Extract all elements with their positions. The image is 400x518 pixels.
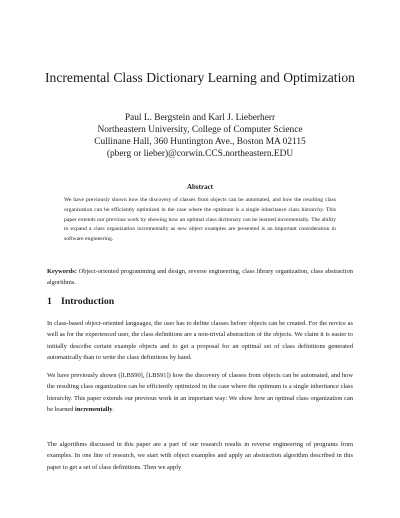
- keywords-text: Object-oriented programming and design, reverse engineering, class library organization, class abstraction algorithms.: [47, 268, 353, 286]
- intro-paragraph-1: In class-based object-oriented languages, the user has to define classes before objects can be created. For the novice as well as for the experienced user, the class definitions are a non-trivial abstraction of the objects. We claim it is easier to initially describe certain example objects and to get a proposal for an optimal set of class definitions generated automatically than to write the class definitions by hand.: [47, 320, 353, 362]
- intro-paragraph-2-end: .: [112, 406, 115, 414]
- section-title: Introduction: [61, 296, 115, 307]
- intro-paragraph-2-emphasis: incrementally: [75, 406, 113, 414]
- intro-paragraph-2: [47, 370, 353, 416]
- abstract-text: We have previously shown how the discovery of classes from objects can be automated, and how the resulting class organization can be efficiently optimized in the case where the optimum is a single inheritance class hierarchy. This paper extends our previous work by showing how an optimal class dictionary can be learned incrementally. The ability to expand a class organization incrementally as new object examples are presented is an important consideration in software engineering.: [64, 197, 336, 243]
- author-address: Cullinane Hall, 360 Huntington Ave., Boston MA 02115: [94, 137, 306, 147]
- author-email: (pberg or lieber)@corwin.CCS.northeastern.EDU: [106, 149, 294, 159]
- paper-title: Incremental Class Dictionary Learning and Optimization: [45, 70, 355, 85]
- intro-paragraph-2-text: We have previously shown ([LBS90], [LBS91]) how the discovery of classes from objects can be automated, and how the resulting class organization can be efficiently optimized in the case where the optimum is a single inheritance class hierarchy. This paper extends our previous work in an important way: We show how an optimal class organization can be learned: [47, 372, 353, 414]
- section-number: 1: [47, 296, 52, 307]
- abstract-heading: Abstract: [186, 183, 214, 191]
- intro-paragraph-3: The algorithms discussed in this paper are a part of our research results in reverse engineering of programs from examples. In one line of research, we start with object examples and apply an abstraction algorithm described in this paper to get a set of class definitions. Then we apply: [47, 441, 353, 471]
- keywords: [47, 266, 353, 288]
- keywords-label: Keywords:: [47, 268, 77, 275]
- author-affiliation: Northeastern University, College of Computer Science: [97, 125, 303, 135]
- section-heading: [47, 296, 114, 307]
- author-block: [40, 112, 360, 160]
- author-names: Paul L. Bergstein and Karl J. Lieberherr: [124, 113, 276, 123]
